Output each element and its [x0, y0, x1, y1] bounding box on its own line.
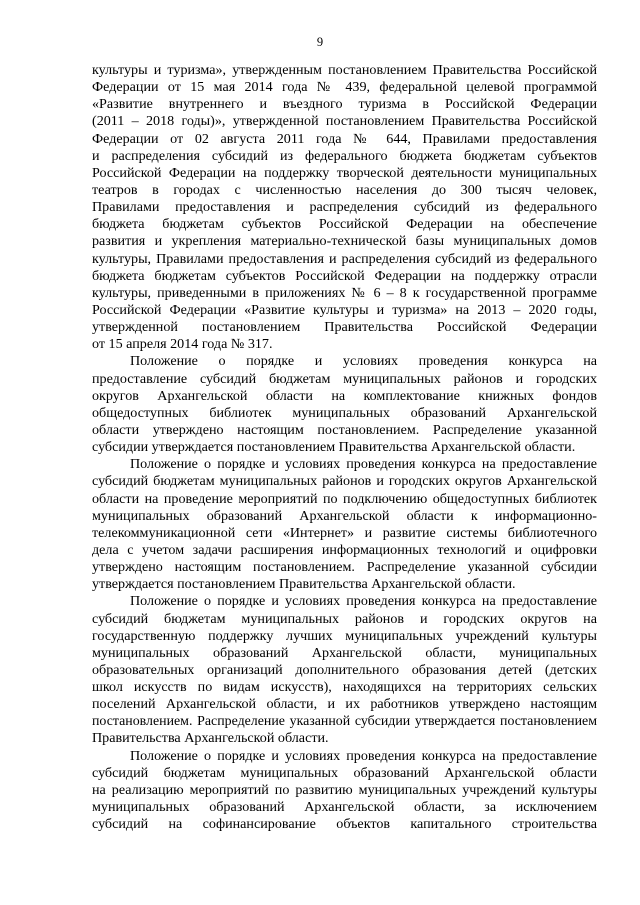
- text-line: Положение о порядке и условиях проведения конкурса на предоставление: [130, 747, 597, 764]
- text-line: округов Архангельской области на комплектование книжных фондов: [92, 387, 597, 404]
- page-number: 9: [316, 35, 324, 49]
- text-line: субсидий бюджетам муниципальных районов и городских округов Архангельской: [92, 473, 597, 490]
- text-line: государственную поддержку лучших муниципальных учреждений культуры: [92, 627, 597, 644]
- text-line: утвержденной постановлением Правительства Российской Федерации: [92, 319, 597, 336]
- text-line: образовательных организаций дополнительного образования детей (детских: [92, 661, 597, 678]
- body-text: [92, 62, 597, 833]
- text-line: на реализацию мероприятий по развитию муниципальных учреждений культуры: [92, 781, 597, 798]
- text-line: поселений Архангельской области, и их работников утверждено настоящим: [92, 696, 597, 713]
- text-line: субсидий бюджетам муниципальных районов и городских округов на: [92, 610, 597, 627]
- text-line: муниципальных образований Архангельской области, муниципальных: [92, 644, 597, 661]
- text-line: школ искусств по видам искусств), находящихся на территориях сельских: [92, 679, 597, 696]
- text-line: области на проведение мероприятий по подключению общедоступных библиотек: [92, 490, 597, 507]
- text-line: Российской Федерации на поддержку творческой деятельности муниципальных: [92, 164, 597, 181]
- text-line: Правилами предоставления и распределения субсидий из федерального: [92, 199, 597, 216]
- text-line: утверждается постановлением Правительства Архангельской области.: [92, 576, 516, 593]
- text-line: Российской Федерации «Развитие культуры и туризма» на 2013 – 2020 годы,: [92, 301, 597, 318]
- text-line: субсидии утверждается постановлением Правительства Архангельской области.: [92, 439, 576, 456]
- text-line: культуры, Правилами предоставления и распределения субсидий из федерального: [92, 250, 597, 267]
- text-line: и распределения субсидий из федерального бюджета бюджетам субъектов: [92, 147, 597, 164]
- text-line: Правительства Архангельской области.: [92, 730, 329, 747]
- text-line: от 15 апреля 2014 года № 317.: [92, 336, 273, 353]
- text-line: Федерации от 02 августа 2011 года № 644, Правилами предоставления: [92, 130, 597, 147]
- text-line: (2011 – 2018 годы)», утвержденной постановлением Правительства Российской: [92, 113, 597, 130]
- text-line: дела с учетом задачи расширения информационных технологий и оцифровки: [92, 541, 597, 558]
- text-line: культуры и туризма», утвержденным постановлением Правительства Российской: [92, 62, 597, 78]
- text-line: Федерации от 15 мая 2014 года № 439, федеральной целевой программой: [92, 79, 597, 96]
- text-line: субсидий на софинансирование объектов капитального строительства: [92, 816, 597, 833]
- text-line: Положение о порядке и условиях проведения конкурса на предоставление: [130, 593, 597, 610]
- text-line: общедоступных библиотек муниципальных образований Архангельской: [92, 404, 597, 421]
- text-line: постановлением. Распределение указанной субсидии утверждается постановлением: [92, 714, 597, 730]
- text-line: бюджета бюджетам субъектов Российской Федерации на поддержку отрасли: [92, 267, 597, 284]
- text-line: театров в городах с численностью населения до 300 тысяч человек,: [92, 181, 597, 198]
- text-line: муниципальных образований Архангельской области, за исключением: [92, 799, 597, 816]
- text-line: развития и укрепления материально-технической базы муниципальных домов: [92, 233, 597, 250]
- text-line: телекоммуникационной сети «Интернет» и развитие системы библиотечного: [92, 524, 597, 541]
- text-line: Положение о порядке и условиях проведения конкурса на: [130, 353, 597, 370]
- text-line: субсидий бюджетам муниципальных образований Архангельской области: [92, 764, 597, 781]
- text-line: утверждено настоящим постановлением. Распределение указанной субсидии: [92, 559, 597, 576]
- text-line: культуры, приведенными в приложениях № 6 – 8 к государственной программе: [92, 284, 597, 301]
- text-line: бюджета бюджетам субъектов Российской Федерации на обеспечение: [92, 216, 597, 233]
- text-line: «Развитие внутреннего и въездного туризма в Российской Федерации: [92, 96, 597, 113]
- text-line: области утверждено настоящим постановлением. Распределение указанной: [92, 421, 597, 438]
- text-line: предоставление субсидий бюджетам муниципальных районов и городских: [92, 370, 597, 387]
- text-line: Положение о порядке и условиях проведения конкурса на предоставление: [130, 456, 597, 473]
- text-line: муниципальных образований Архангельской области к информационно-: [92, 507, 597, 524]
